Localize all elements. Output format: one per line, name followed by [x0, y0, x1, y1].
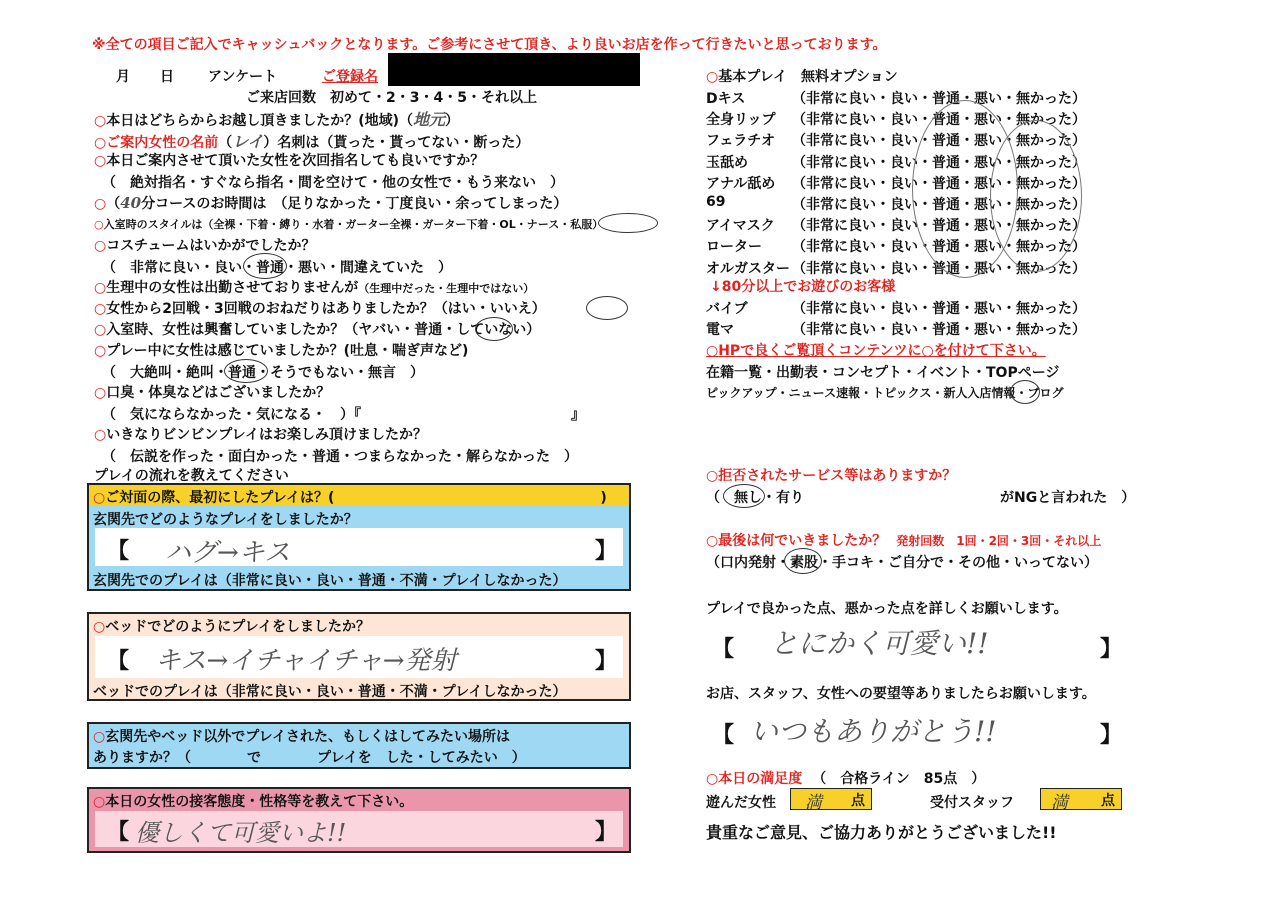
refused-opts: （ 無し・有り がNGと言われた ） — [706, 490, 1136, 506]
answer-area: 地元 — [413, 110, 446, 129]
staff-label: 受付スタッフ — [930, 795, 1014, 811]
finish-opts: （口内発射・素股・手コキ・ご自分で・その他・いってない） — [706, 555, 1098, 571]
extra-item-name: 電マ — [706, 322, 734, 338]
play-item-options: （非常に良い・良い・普通・悪い・無かった） — [792, 260, 1086, 277]
mark-circle — [224, 359, 268, 383]
other-place-line1: ○玄関先やベッド以外でプレイされた、もしくはしてみたい場所は — [93, 729, 510, 745]
opt-binbin: （ 伝説を作った・面白かった・普通・つまらなかった・解らなかった ） — [102, 449, 578, 465]
attitude-answer-area — [95, 811, 623, 847]
bracket-close: 】 — [1100, 637, 1123, 662]
play-item-name: 玉舐め — [706, 154, 748, 171]
play-item-name: フェラチオ — [706, 133, 776, 150]
answer-time: 40 — [120, 194, 142, 212]
play-item-name: 全身リップ — [706, 112, 776, 129]
first-play-answer-area — [95, 528, 623, 566]
extra-item-name: バイブ — [706, 301, 748, 317]
play-item-name: 69 — [706, 194, 726, 210]
satisfaction-row: ○本日の満足度 （ 合格ライン 85点 ） — [706, 771, 986, 787]
play-item-name: オルガスター — [706, 260, 790, 277]
attitude-answer: 優しくて可愛いよ!! — [135, 819, 347, 847]
q-costume: ○コスチュームはいかがでしたか？ — [94, 238, 316, 254]
opt-smell: （ 気にならなかった・気になる・ ）『 』 — [102, 407, 585, 423]
month-label: 月 — [116, 69, 130, 85]
q-time: ○（40分コースのお時間は （足りなかった・丁度良い・余ってしまった） — [94, 194, 568, 212]
bed-play-answer-area — [95, 636, 623, 678]
request-answer: いつもありがとう!! — [750, 715, 997, 748]
first-play-body — [89, 506, 629, 589]
hp-line1: 在籍一覧・出勤表・コンセプト・イベント・TOPページ — [706, 365, 1060, 381]
play-item-options: （非常に良い・良い・普通・悪い・無かった） — [792, 175, 1086, 192]
other-place-box — [87, 722, 631, 769]
bracket-open: 【 — [712, 723, 735, 748]
first-play-sub: 玄関先でどのようなプレイをしましたか？ — [93, 512, 358, 528]
mark-circle — [586, 296, 628, 320]
flow-label: プレイの流れを教えてください — [94, 468, 289, 484]
good-bad-answer: とにかく可愛い!! — [770, 627, 989, 660]
q-period: ○生理中の女性は出勤させておりませんが（生理中だった・生理中ではない） — [94, 280, 535, 296]
q-round: ○女性から2回戦・3回戦のおねだりはありましたか？（はい・いいえ） — [94, 301, 546, 317]
over80-label: ↓80分以上でお遊びのお客様 — [710, 279, 896, 295]
q-smell: ○口臭・体臭などはございましたか？ — [94, 385, 331, 401]
survey-label: アンケート — [208, 69, 278, 85]
play-item-options: （非常に良い・良い・普通・悪い・無かった） — [792, 91, 1086, 107]
refused-title: ○拒否されたサービス等はありますか？ — [706, 468, 957, 484]
day-label: 日 — [160, 69, 174, 85]
visit-count: ご来店回数 初めて・2・3・4・5・それ以上 — [246, 90, 537, 106]
first-play-title: ○ご対面の際、最初にしたプレイは？( ) — [93, 490, 607, 506]
first-play-title-bar — [89, 485, 629, 508]
bed-play-title: ○ベッドでどのようにプレイをしましたか？ — [93, 619, 370, 635]
hp-title: ○HPで良くご覧頂くコンテンツに○を付けて下さい。 — [706, 343, 1046, 359]
opt-feel: （ 大絶叫・絶叫・普通・そうでもない・無言 ） — [102, 365, 424, 381]
mark-circle — [475, 317, 513, 341]
q-excited: ○入室時、女性は興奮していましたか？（ヤバい・普通・していない） — [94, 322, 541, 338]
play-item-name: Dキス — [706, 91, 746, 107]
girl-label: 遊んだ女性 — [706, 795, 776, 811]
bracket-open: 【 — [712, 637, 735, 662]
staff-points-unit: 点 — [1101, 793, 1115, 809]
mark-circle — [598, 213, 658, 233]
bracket-open: 【 — [107, 649, 130, 674]
finish-title-row: ○最後は何でいきましたか？ 発射回数 1回・2回・3回・それ以上 — [706, 533, 1102, 549]
bracket-close: 】 — [595, 539, 618, 564]
thanks: 貴重なご意見、ご協力ありがとうございました!! — [706, 823, 1057, 842]
first-play-answer: ハグ→キス — [165, 538, 291, 568]
bracket-close: 】 — [1100, 723, 1123, 748]
girl-score: 満 — [805, 793, 822, 813]
staff-score: 満 — [1051, 793, 1068, 813]
opt-costume: （ 非常に良い・良い・普通・悪い・間違えていた ） — [102, 260, 452, 276]
girl-points-unit: 点 — [851, 793, 865, 809]
mark-circle — [243, 253, 287, 279]
play-item-options: （非常に良い・良い・普通・悪い・無かった） — [792, 112, 1086, 129]
redaction-bar — [388, 53, 640, 86]
play-item-options: （非常に良い・良い・普通・悪い・無かった） — [792, 218, 1086, 235]
q-feel: ○プレー中に女性は感じていましたか？(吐息・喘ぎ声など) — [94, 343, 469, 359]
q-area: ○本日はどちらからお越し頂きましたか？(地域)（地元） — [94, 110, 460, 129]
q-nominate: ○本日ご案内させて頂いた女性を次回指名しても良いですか？ — [94, 153, 485, 169]
header-notice: ※全ての項目ご記入でキャッシュバックとなります。ご参考にさせて頂き、より良いお店を作って行きたいと思っております。 — [92, 37, 887, 53]
bed-play-box — [87, 612, 631, 701]
mark-circle — [990, 120, 1082, 272]
play-item-name: アイマスク — [706, 218, 775, 235]
other-place-line2: ありますか？（ で プレイを した・してみたい ） — [93, 750, 526, 766]
registration-label: ご登録名 — [322, 69, 378, 85]
q-binbin: ○いきなりビンビンプレイはお楽しみ頂けましたか？ — [94, 427, 427, 443]
opt-nominate: （ 絶対指名・すぐなら指名・間を空けて・他の女性で・もう来ない ） — [102, 175, 564, 191]
bed-play-rating: ベッドでのプレイは（非常に良い・良い・普通・不満・プレイしなかった） — [93, 684, 567, 700]
play-item-options: （非常に良い・良い・普通・悪い・無かった） — [792, 154, 1086, 171]
bracket-open: 【 — [107, 539, 130, 564]
attitude-title: ○本日の女性の接客態度・性格等を教えて下さい。 — [93, 794, 414, 810]
mark-circle — [1010, 380, 1040, 404]
play-item-options: （非常に良い・良い・普通・悪い・無かった） — [792, 239, 1086, 256]
bracket-close: 】 — [595, 649, 618, 674]
play-item-options: （非常に良い・良い・普通・悪い・無かった） — [792, 197, 1086, 213]
attitude-box — [87, 787, 631, 853]
first-play-box — [87, 483, 631, 591]
basic-title: ○基本プレイ 無料オプション — [706, 69, 898, 85]
first-play-rating: 玄関先でのプレイは（非常に良い・良い・普通・不満・プレイしなかった） — [93, 573, 567, 589]
extra-item-options: （非常に良い・良い・普通・悪い・無かった） — [792, 322, 1086, 338]
q-style: ○入室時のスタイルは（全裸・下着・縛り・水着・ガーター全裸・ガーター下着・OL・ナース・私服） — [94, 218, 604, 231]
play-item-name: ローター — [706, 239, 762, 256]
answer-name: レイ — [232, 132, 264, 151]
girl-score-box — [790, 788, 872, 813]
mark-circle — [784, 548, 822, 574]
request-label: お店、スタッフ、女性への要望等ありましたらお願いします。 — [706, 686, 1096, 702]
bracket-close: 】 — [595, 820, 618, 845]
staff-score-box — [1040, 788, 1122, 813]
play-item-name: アナル舐め — [706, 175, 776, 192]
play-item-options: （非常に良い・良い・普通・悪い・無かった） — [792, 133, 1086, 150]
q-name: ○ご案内女性の名前（レイ）名刺は（貰った・貰ってない・断った） — [94, 132, 530, 151]
mark-circle — [723, 484, 765, 508]
bed-play-answer: キス→イチャイチャ→発射 — [155, 646, 457, 676]
extra-item-options: （非常に良い・良い・普通・悪い・無かった） — [792, 301, 1086, 317]
good-bad-label: プレイで良かった点、悪かった点を詳しくお願いします。 — [706, 601, 1068, 617]
bracket-open: 【 — [107, 820, 130, 845]
hp-line2: ピックアップ・ニュース速報・トピックス・新人入店情報・ブログ — [706, 386, 1064, 400]
